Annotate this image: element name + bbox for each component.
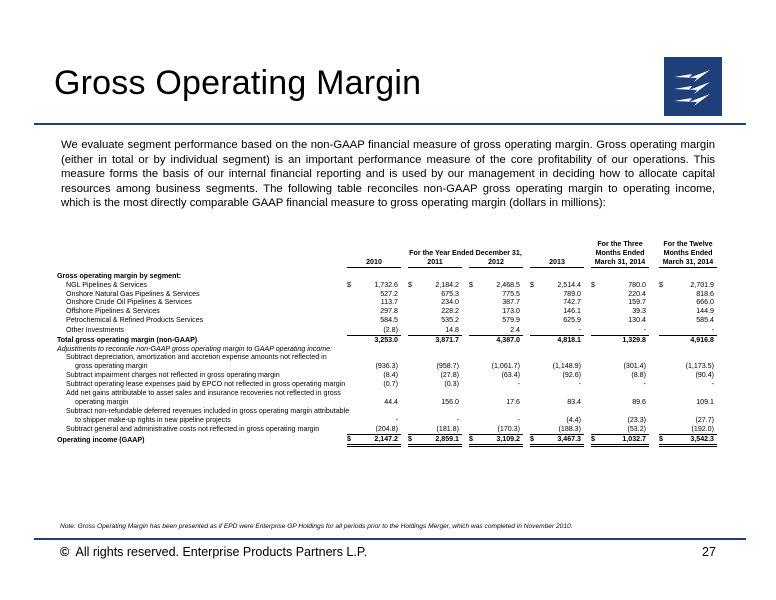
cell: - — [643, 380, 646, 389]
total-label: Total gross operating margin (non-GAAP) — [57, 335, 198, 344]
total-row — [57, 335, 717, 344]
cell: (192.0) — [666, 425, 717, 434]
cell: 3,871.7 — [415, 335, 462, 344]
cell: 228.2 — [441, 307, 459, 316]
cell: (958.7) — [436, 362, 459, 371]
year-group-header: For the Year Ended December 31, — [409, 248, 522, 257]
cell: 818.6 — [696, 289, 714, 298]
three-months-header-1: For the Three — [597, 240, 643, 248]
row-label: Onshore Crude Oil Pipelines & Services — [66, 298, 192, 307]
company-logo — [664, 57, 722, 116]
year-header: 2010 — [347, 258, 401, 267]
cell: (2.8) — [383, 325, 398, 334]
cell: 83.4 — [567, 398, 581, 406]
cell: - — [517, 380, 520, 389]
table-row — [57, 307, 717, 316]
cell: 159.7 — [628, 298, 646, 307]
year-header: 2013 — [530, 258, 584, 267]
cell: - — [456, 415, 459, 424]
cell: 527.2 — [380, 289, 398, 298]
currency: $ — [469, 280, 473, 289]
copyright-icon: © — [60, 545, 70, 559]
currency: $ — [408, 280, 412, 289]
cell: 535.2 — [441, 316, 459, 325]
table-row — [57, 425, 717, 434]
table-row — [57, 416, 717, 425]
cell: - — [643, 325, 646, 334]
cell: 3,542.3 — [666, 434, 717, 445]
cell: - — [711, 325, 714, 334]
page-title: Gross Operating Margin — [54, 64, 422, 102]
footer-divider — [34, 538, 746, 540]
cell: - — [711, 380, 714, 389]
row-label: NGL Pipelines & Services — [66, 280, 147, 289]
adj4-label-line1: Add net gains attributable to asset sales and insurance recoveries not reflected in gross — [66, 389, 341, 398]
cell: (170.3) — [476, 425, 523, 434]
year-header: 2012 — [469, 258, 523, 267]
row-label: Subtract operating lease expenses paid by EPCO not reflected in gross operating margin — [66, 380, 346, 389]
cell: 89.6 — [632, 398, 646, 406]
cell: (53.2) — [598, 425, 649, 434]
currency: $ — [347, 280, 351, 289]
cell: (8.4) — [383, 371, 398, 380]
twelve-months-header-3: March 31, 2014 — [659, 258, 717, 267]
currency: $ — [659, 434, 666, 445]
cell: - — [578, 380, 581, 389]
cell: 4,916.8 — [666, 335, 717, 344]
cell: 130.4 — [628, 316, 646, 325]
table-row — [57, 380, 717, 389]
currency: $ — [408, 434, 415, 445]
footer-text — [60, 545, 367, 559]
cell: 14.8 — [445, 325, 459, 334]
cell: 173.0 — [502, 307, 520, 316]
cell: (90.4) — [695, 371, 714, 380]
cell: 17.6 — [506, 398, 520, 406]
cell: 789.0 — [563, 289, 581, 298]
row-label: Subtract impairment charges not reflected in gross operating margin — [66, 371, 280, 380]
cell: (0.7) — [383, 380, 398, 389]
row-label: gross operating margin — [75, 362, 148, 371]
table-row — [57, 325, 717, 335]
row-label: Other Investments — [66, 326, 124, 335]
row-label: Onshore Natural Gas Pipelines & Services — [66, 289, 200, 298]
cell: 2.4 — [510, 325, 520, 334]
adj1-label-line1: Subtract depreciation, amortization and accretion expense amounts not reflected in — [66, 353, 327, 362]
header-divider — [34, 123, 746, 125]
table-row — [57, 371, 717, 380]
cell: (181.8) — [415, 425, 462, 434]
cell: 2,701.9 — [690, 280, 714, 289]
row-label: Subtract general and administrative costs not reflected in gross operating margin — [66, 425, 320, 434]
section-label: Gross operating margin by segment: — [57, 271, 182, 280]
cell: 780.0 — [628, 280, 646, 289]
intro-paragraph: We evaluate segment performance based on the non-GAAP financial measure of gross operating margin. Gross operating margin (either in total or by individual segment) is an important performance measure of the core profitability of our operations. This measure forms the basis of our internal financial reporting and is used by our management in deciding how to allocate capital resources among business segments. The following table reconciles non-GAAP gross operating margin to operating income, which is the most directly comparable GAAP financial measure to gross operating margin (dollars in millions): — [61, 139, 715, 209]
currency: $ — [347, 434, 354, 445]
cell: 1,732.6 — [374, 280, 398, 289]
cell: 579.9 — [502, 316, 520, 325]
cell: 585.4 — [696, 316, 714, 325]
cell: 44.4 — [384, 398, 398, 406]
currency: $ — [530, 280, 534, 289]
cell: (92.6) — [562, 371, 581, 380]
cell: 113.7 — [380, 298, 398, 307]
cell: (1,061.7) — [491, 362, 520, 371]
cell: 146.1 — [563, 307, 581, 316]
table-row — [57, 281, 717, 290]
twelve-months-header-2: Months Ended — [663, 248, 713, 257]
footnote: Note: Gross Operating Margin has been presented as if EPD were Enterprise GP Holdings for all periods prior to the Holdings Merger, which was completed in November 2010. — [60, 523, 573, 530]
cell: (1,173.5) — [685, 362, 714, 371]
adj5-label-line1: Subtract non-refundable deferred revenues included in gross operating margin attributable — [66, 406, 350, 415]
cell: 156.0 — [441, 398, 459, 406]
footer-label: All rights reserved. Enterprise Products Partners L.P. — [75, 545, 368, 559]
final-label: Operating income (GAAP) — [57, 436, 145, 445]
cell: 234.0 — [441, 298, 459, 307]
cell: 3,467.3 — [537, 434, 584, 445]
operating-income-row — [57, 434, 717, 445]
table-row — [57, 362, 717, 371]
cell: 144.9 — [696, 307, 714, 316]
cell: 2,859.1 — [415, 434, 462, 445]
adjustments-label: Adjustments to reconcile non-GAAP gross operating margin to GAAP operating income: — [57, 344, 333, 353]
cell: 3,109.2 — [476, 434, 523, 445]
cell: (188.3) — [537, 425, 584, 434]
cell: (936.3) — [375, 362, 398, 371]
cell: - — [395, 415, 398, 424]
cell: 2,468.5 — [496, 280, 520, 289]
currency: $ — [530, 434, 537, 445]
row-label: operating margin — [75, 398, 129, 406]
cell: (301.4) — [623, 362, 646, 371]
table-row — [57, 316, 717, 325]
cell: 1,329.8 — [598, 335, 649, 344]
cell: (0.3) — [444, 380, 459, 389]
cell: (23.3) — [627, 415, 646, 424]
cell: 2,147.2 — [354, 434, 401, 445]
table-row — [57, 290, 717, 299]
cell: (63.4) — [501, 371, 520, 380]
row-label: to shipper make-up rights in new pipeline projects — [75, 415, 231, 424]
row-label: Offshore Pipelines & Services — [66, 307, 160, 316]
cell: 109.1 — [696, 398, 714, 406]
cell: 4,818.1 — [537, 335, 584, 344]
table-row — [57, 398, 717, 407]
cell: (204.8) — [354, 425, 401, 434]
cell: (4.4) — [566, 415, 581, 424]
table-row — [57, 298, 717, 307]
cell: 3,253.0 — [354, 335, 401, 344]
cell: 39.3 — [632, 307, 646, 316]
cell: 2,184.2 — [435, 280, 459, 289]
twelve-months-header-1: For the Twelve — [663, 240, 713, 248]
cell: 220.4 — [628, 289, 646, 298]
cell: - — [517, 415, 520, 424]
cell: 625.9 — [563, 316, 581, 325]
reconciliation-table — [57, 240, 717, 447]
cell: (27.7) — [695, 415, 714, 424]
cell: 297.8 — [380, 307, 398, 316]
currency: $ — [591, 280, 595, 289]
cell: - — [578, 325, 581, 334]
cell: 775.5 — [502, 289, 520, 298]
cell: 742.7 — [563, 298, 581, 307]
cell: (27.8) — [440, 371, 459, 380]
row-label: Petrochemical & Refined Products Services — [66, 316, 204, 325]
cell: (8.8) — [631, 371, 646, 380]
cell: 584.5 — [380, 316, 398, 325]
cell: 4,387.0 — [476, 335, 523, 344]
currency: $ — [659, 280, 663, 289]
cell: 675.3 — [441, 289, 459, 298]
cell: 2,514.4 — [557, 280, 581, 289]
cell: 387.7 — [502, 298, 520, 307]
cell: 1,032.7 — [598, 434, 649, 445]
cell: 666.0 — [696, 298, 714, 307]
currency: $ — [469, 434, 476, 445]
three-months-header-3: March 31, 2014 — [591, 258, 649, 267]
currency: $ — [591, 434, 598, 445]
page-number: 27 — [702, 545, 716, 559]
year-header: 2011 — [408, 258, 462, 267]
three-months-header-2: Months Ended — [595, 248, 645, 257]
cell: (1,148.9) — [552, 362, 581, 371]
